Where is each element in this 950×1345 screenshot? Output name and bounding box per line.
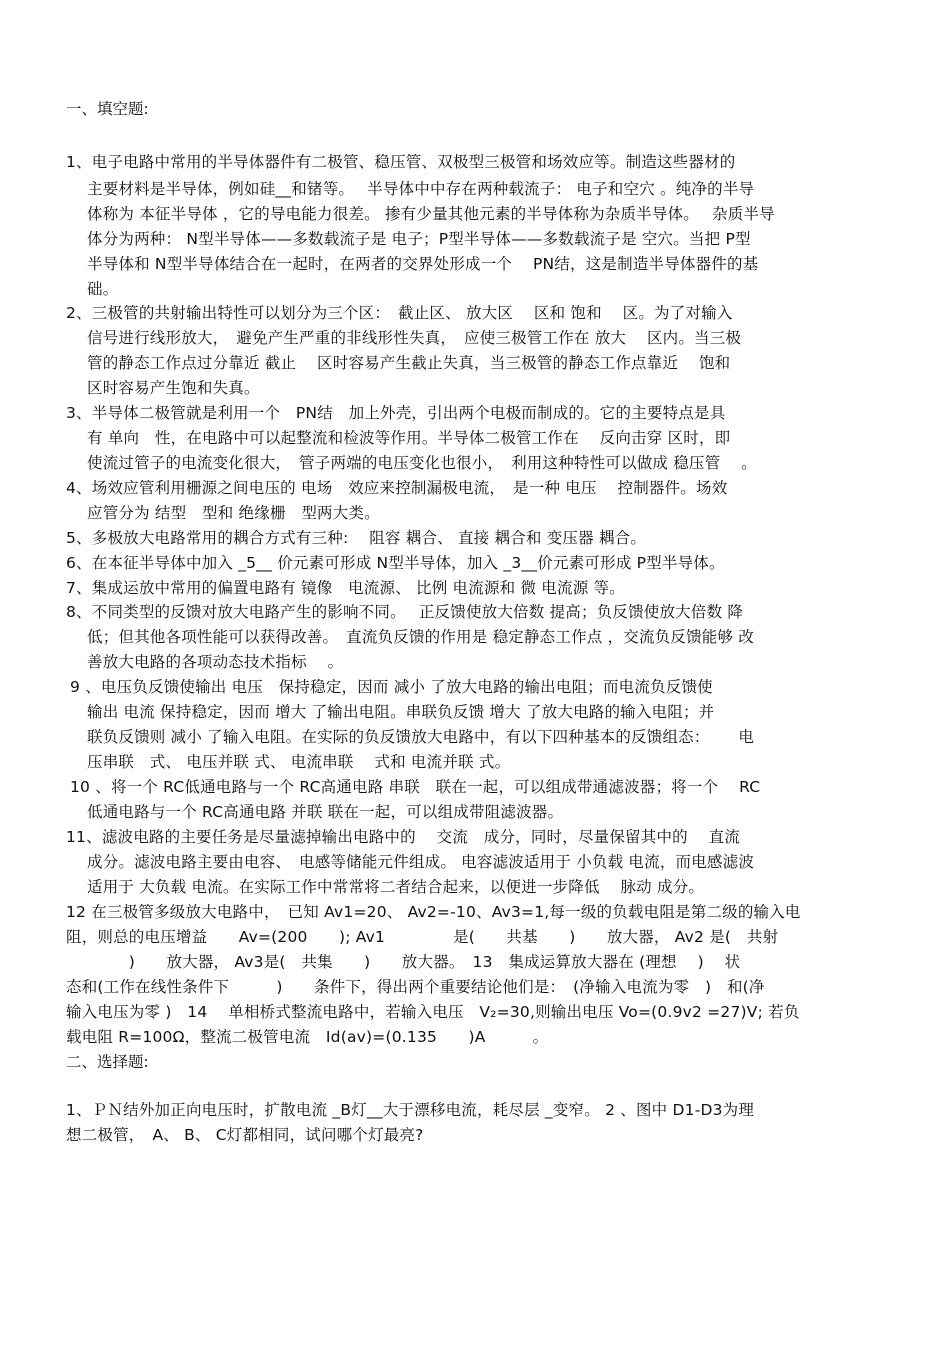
text-line: 1、ＰＮ结外加正向电压时，扩散电流 _B灯__大于漂移电流，耗尽层 _变窄。 2 、图中 D1-D3为理 [66,1101,755,1119]
text-line: 想二极管， A、 B、 C灯都相同，试问哪个灯最亮? [66,1126,424,1144]
text-line: 8、不同类型的反馈对放大电路产生的影响不同。 正反馈使放大倍数 提高；负反馈使放大倍数 降 [66,603,744,621]
text-line: 低通电路与一个 RC高通电路 并联 联在一起，可以组成带阻滤波器。 [87,803,564,821]
text-line: 压串联 式、 电压并联 式、 电流串联 式和 电流并联 式。 [87,753,511,771]
text-line: 5、多极放大电路常用的耦合方式有三种: 阻容 耦合、 直接 耦合和 变压器 耦合。 [66,529,647,547]
text-line: 11、滤波电路的主要任务是尽量滤掉输出电路中的 交流 成分，同时，尽量保留其中的 直流 [66,828,741,846]
text-line: 信号进行线形放大， 避免产生严重的非线形性失真， 应使三极管工作在 放大 区内。当三极 [87,329,742,347]
text-line: 主要材料是半导体，例如硅__和锗等。 半导体中中存在两种载流子： 电子和空穴 。纯净的半导 [87,180,755,198]
text-line: 9 、电压负反馈使输出 电压 保持稳定，因而 减小 了放大电路的输出电阻；而电流负反馈使 [70,678,713,696]
text-line: 态和(工作在线性条件下 ) 条件下，得出两个重要结论他们是： (净输入电流为零 ) 和(净 [66,978,765,996]
text-line: 应管分为 结型 型和 绝缘栅 型两大类。 [87,504,380,522]
text-line: 联负反馈则 减小 了输入电阻。在实际的负反馈放大电路中，有以下四种基本的反馈组态： 电 [87,728,755,746]
text-line: 使流过管子的电流变化很大， 管子两端的电压变化也很小， 利用这种特性可以做成 稳压管 。 [87,454,757,472]
text-line: 输入电压为零 ) 14 单相桥式整流电路中，若输入电压 V₂=30,则输出电压 Vo=(0.9v2 =27)V; 若负 [66,1003,800,1021]
text-line: 6、在本征半导体中加入 _5__ 价元素可形成 N型半导体，加入 _3__价元素可形成 P型半导体。 [66,554,725,572]
text-line: 1、电子电路中常用的半导体器件有二极管、稳压管、双极型三极管和场效应等。制造这些器材的 [66,153,736,171]
text-line: 善放大电路的各项动态技术指标 。 [87,653,344,671]
text-line: 10 、将一个 RC低通电路与一个 RC高通电路 串联 联在一起，可以组成带通滤波器；将一个 RC [70,778,761,796]
text-line: ) 放大器， Av3是( 共集 ) 放大器。 13 集成运算放大器在 (理想 ) 状 [66,953,741,971]
text-line: 低；但其他各项性能可以获得改善。 直流负反馈的作用是 稳定静态工作点 ，交流负反馈能够 改 [87,628,755,646]
text-line: 12 在三极管多级放大电路中， 已知 Av1=20、 Av2=-10、Av3=1,每一级的负载电阻是第二级的输入电 [66,903,801,921]
section-heading-fill-in: 一、填空题: [66,100,149,118]
text-line: 半导体和 N型半导体结合在一起时，在两者的交界处形成一个 PN结，这是制造半导体器件的基 [87,255,759,273]
text-line: 体分为两种： N型半导体——多数载流子是 电子；P型半导体——多数载流子是 空穴。当把 P型 [87,230,751,248]
text-line: 2、三极管的共射输出特性可以划分为三个区： 截止区、 放大区 区和 饱和 区。为了对输入 [66,304,733,322]
text-line: 载电阻 R=100Ω，整流二极管电流 Id(av)=(0.135 )A 。 [66,1028,549,1046]
text-line: 有 单向 性，在电路中可以起整流和检波等作用。半导体二极管工作在 反向击穿 区时，即 [87,429,731,447]
text-line: 输出 电流 保持稳定，因而 增大 了输出电阻。串联负反馈 增大 了放大电路的输入电阻；并 [87,703,715,721]
text-line: 础。 [87,280,119,298]
text-line: 管的静态工作点过分靠近 截止 区时容易产生截止失真，当三极管的静态工作点靠近 饱和 [87,354,731,372]
text-line: 体称为 本征半导体 ，它的导电能力很差。 掺有少量其他元素的半导体称为杂质半导体。 杂质半导 [87,205,775,223]
text-line: 3、半导体二极管就是利用一个 PN结 加上外壳，引出两个电极而制成的。它的主要特点是具 [66,404,726,422]
text-line: 4、场效应管利用栅源之间电压的 电场 效应来控制漏极电流， 是一种 电压 控制器件。场效 [66,479,728,497]
text-line: 适用于 大负载 电流。在实际工作中常常将二者结合起来，以便进一步降低 脉动 成分。 [87,878,705,896]
section-heading-choice: 二、选择题: [66,1053,149,1071]
text-line: 7、集成运放中常用的偏置电路有 镜像 电流源、 比例 电流源和 微 电流源 等。 [66,579,625,597]
text-line: 阻，则总的电压增益 Av=(200 ); Av1 是( 共基 ) 放大器， Av2 是( 共射 [66,928,779,946]
text-line: 区时容易产生饱和失真。 [87,379,260,397]
text-line: 成分。滤波电路主要由电容、 电感等储能元件组成。 电容滤波适用于 小负载 电流，而电感滤波 [87,853,755,871]
